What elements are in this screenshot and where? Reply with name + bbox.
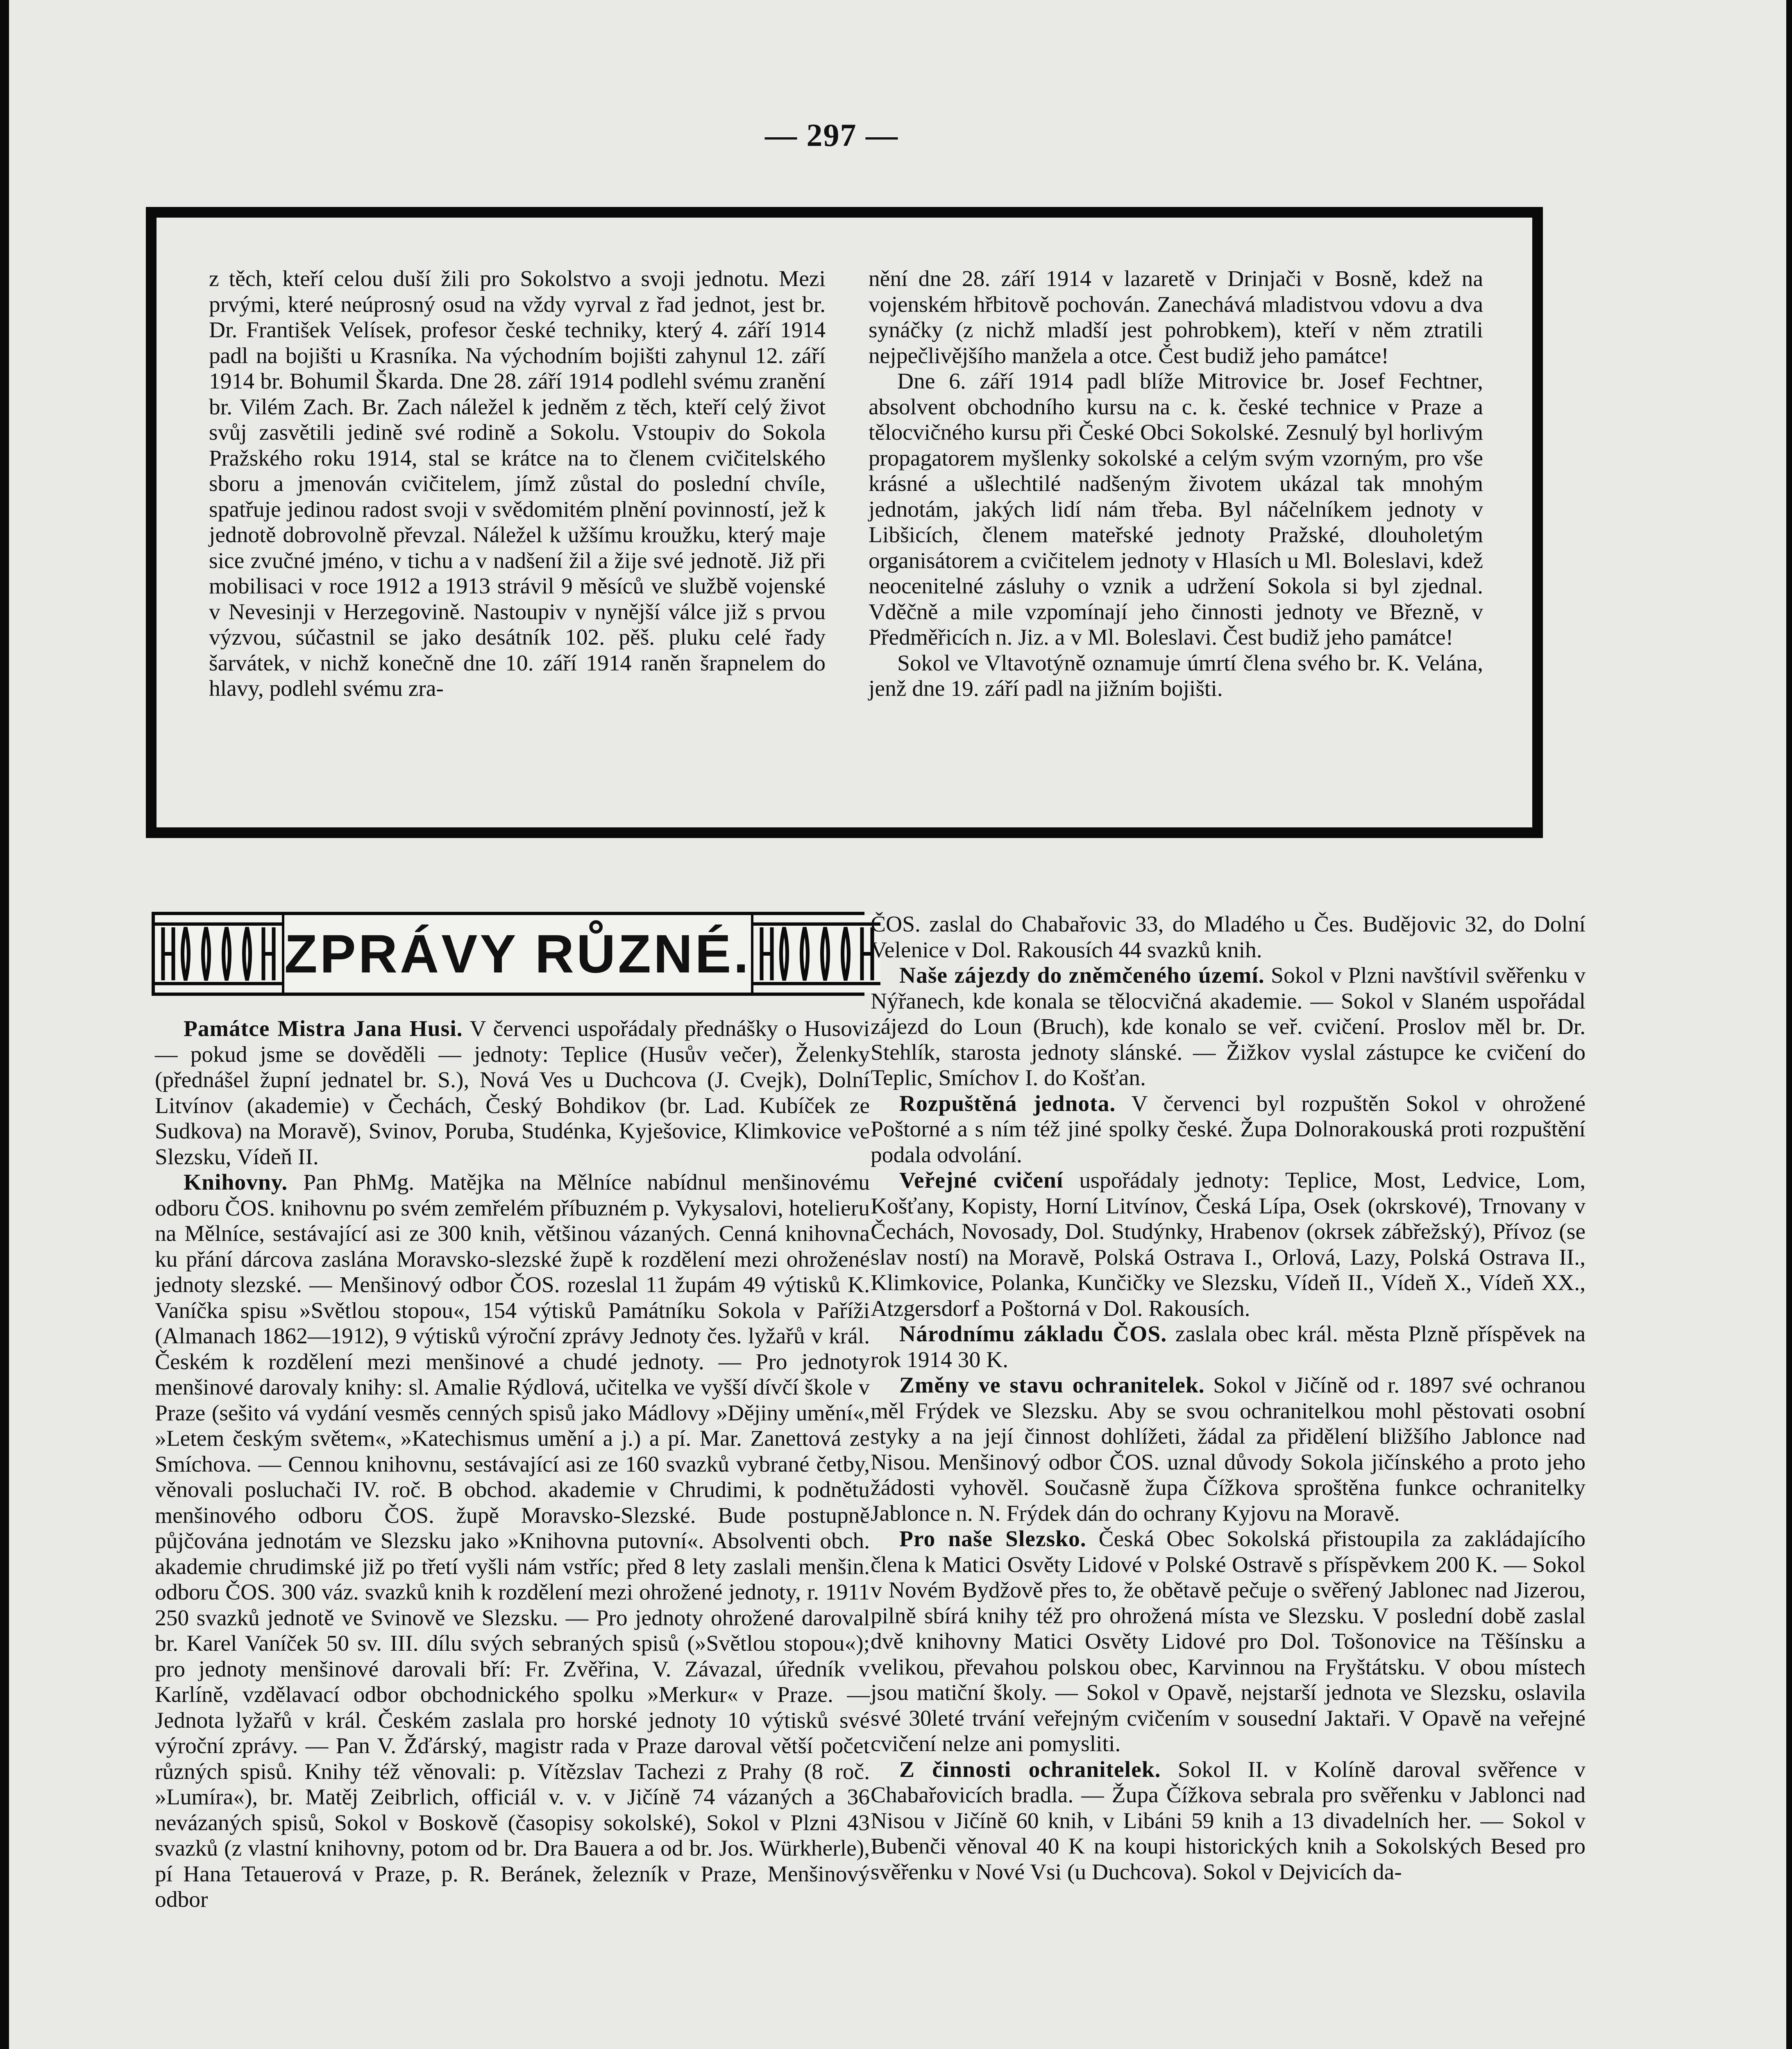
- news-item: [871, 1168, 1586, 1322]
- news-item: [871, 963, 1586, 1091]
- news-item-text: Sokol II. v Kolíně daroval svěřence v Chabařovicích bradla. — Župa Čížkova sebrala pro svěřenku v Jablonci nad Nisou v Jičíně 60 knih, v Libáni 59 knih a 13 divadelních her. — Sokol v Bubenči věnoval 40 K na koupi historických knih a Sokolských Besed pro svěřenku v Nové Vsi (u Duchcova). Sokol v Dejvicích da-: [871, 1757, 1586, 1885]
- news-item-text: Pan PhMg. Matějka na Mělníce nabídnul menšinovému odboru ČOS. knihovnu po svém zemřelém příbuzném p. Vykysalovi, hotelieru na Mělníce, sestávající asi ze 300 knih, většinou vázaných. Cenná knihovna ku přání dárcova zaslána Moravsko-slezské župě k rozdělení mezi ohrožené jednoty slezské. — Menšinový odbor ČOS. rozeslal 11 župám 49 výtisků K. Vaníčka spisu »Světlou stopou«, 154 výtisků Památníku Sokola v Paříži (Almanach 1862—1912), 9 výtisků výroční zprávy Jednoty čes. lyžařů v král. Českém k rozdělení mezi menšinové a chudé jednoty. — Pro jednoty menšinové darovaly knihy: sl. Amalie Rýdlová, učitelka ve vyšší dívčí škole v Praze (sešito vá vydání vesměs cenných spisů jako Mádlovy »Dějiny umění«, »Letem českým světem«, »Katechismus umění a j.) a pí. Mar. Zanettová ze Smíchova. — Cennou knihovnu, sestávající asi ze 160 svazků vybrané četby, věnovali posluchači IV. roč. B obchod. akademie v Chrudimi, k podnětu menšinového odboru ČOS. župě Moravsko-Slezské. Bude postupně půjčována jednotám ve Slezsku jako »Knihovna putovní«. Absolventi obch. akademie chrudimské již po třetí vyšli nám vstříc; před 8 lety zaslali menšin. odboru ČOS. 300 váz. svazků knih k rozdělení mezi ohrožené jednoty, r. 1911 250 svazků jednotě ve Svinově ve Slezsku. — Pro jednoty ohrožené daroval br. Karel Vaníček 50 sv. III. dílu svých sebraných spisů (»Světlou stopou«); pro jednoty menšinové darovali bří: Fr. Zvěřina, V. Závazal, úředník v Karlíně, vzdělavací odbor obchodnického spolku »Merkur« v Praze. — Jednota lyžařů v král. Českém zaslala pro horské jednoty 10 výtisků své výroční zprávy. — Pan V. Žďárský, magistr rada v Praze daroval větší počet různých spisů. Knihy též věnovali: p. Vítězslav Tachezi z Prahy (8 roč. »Lumíra«), br. Matěj Zeibrlich, officiál v. v. v Jičíně 74 vázaných a 36 nevázaných spisů, Sokol v Boskově (časopisy sokolské), Sokol v Plzni 43 svazků (z vlastní knihovny, potom od br. Dra Bauera a od br. Jos. Würkherle), pí Hana Tetauerová v Praze, p. R. Beránek, železník v Praze, Menšinový odbor: [155, 1170, 870, 1912]
- news-item: [871, 912, 1586, 963]
- news-item: [871, 1527, 1586, 1757]
- news-item-text: Sokol v Plzni navštívil svěřenku v Nýřanech, kde konala se tělocvičná akademie. — Sokol v Slaném uspořádal zájezd do Loun (Bruch), kde konalo se veř. cvičení. Proslov měl br. Dr. Stehlík, starosta jednoty slánské. — Žižkov vyslal zástupce ke cvičení do Teplic, Smíchov I. do Košťan.: [871, 963, 1586, 1090]
- obituary-right-column: [869, 266, 1483, 702]
- ornament-right-icon: [751, 915, 880, 993]
- news-left-column: [155, 1016, 870, 1913]
- obituary-paragraph: nění dne 28. září 1914 v lazaretě v Drinjači v Bosně, kdež na vojenském hřbitově pochován. Zanechává mladistvou vdovu a dva synáčky (z nichž mladší jest pohrobkem), kteří v něm ztratili nejpečlivějšího manžela a otce. Čest budiž jeho památce!: [869, 266, 1483, 368]
- news-item: [871, 1757, 1586, 1885]
- section-heading-banner: [152, 912, 864, 996]
- ornament-left-icon: [155, 915, 284, 993]
- news-item-text: V červenci byl rozpuštěn Sokol v ohrožené Poštorné a s ním též jiné spolky české. Župa Dolnorakouská proti rozpuštění podala odvolání.: [871, 1091, 1586, 1168]
- news-right-column: [871, 912, 1586, 1885]
- news-item-text: zaslala obec král. města Plzně příspěvek na rok 1914 30 K.: [871, 1322, 1586, 1372]
- news-item-text: ČOS. zaslal do Chabařovic 33, do Mladého u Čes. Budějovic 32, do Dolní Velenice v Dol. Rakousích 44 svazků knih.: [871, 912, 1586, 963]
- obituary-paragraph: Dne 6. září 1914 padl blíže Mitrovice br. Josef Fechtner, absolvent obchodního kursu na c. k. české technice v Praze a tělocvičného kursu při České Obci Sokolské. Zesnulý byl horlivým propagatorem myšlenky sokolské a celým svým vzorným, pro vše krásné a ušlechtilé nadšeným životem ukázal tak mnohým jednotám, jakých lidí nám třeba. Byl náčelníkem jednoty v Libšicích, členem mateřské jednoty Pražské, dlouholetým organisátorem a cvičitelem jednoty v Hlasích u Ml. Boleslavi, kdež neocenitelné zásluhy o vznik a udržení Sokola si byl zjednal. Vděčně a mile vzpomínají jeho činnosti jednoty ve Březně, v Předměřicích n. Jiz. a v Ml. Boleslavi. Čest budiž jeho památce!: [869, 369, 1483, 650]
- news-item-lead: Národnímu základu ČOS.: [899, 1322, 1167, 1347]
- news-item-lead: Změny ve stavu ochranitelek.: [899, 1373, 1205, 1398]
- news-item-lead: Naše zájezdy do zněmčeného území.: [899, 963, 1265, 988]
- news-item-lead: Veřejné cvičení: [899, 1168, 1064, 1193]
- news-item: [871, 1091, 1586, 1168]
- news-item-text: uspořádaly jednoty: Teplice, Most, Ledvice, Lom, Košťany, Kopisty, Horní Litvínov, Česká Lípa, Osek (okrskové), Trnovany v Čechách, Novosady, Dol. Studýnky, Hrabenov (okrsek zábřežský), Přívoz (se slav ností) na Moravě, Polská Ostrava I., Orlová, Lazy, Polská Ostrava II., Klimkovice, Polanka, Kunčičky ve Slezsku, Vídeň II., Vídeň X., Vídeň XX., Atzgersdorf a Poštorná v Dol. Rakousích.: [871, 1168, 1586, 1321]
- section-title: ZPRÁVY RŮZNÉ.: [284, 924, 751, 984]
- news-item-lead: Rozpuštěná jednota.: [899, 1091, 1116, 1116]
- news-item-lead: Pro naše Slezsko.: [899, 1527, 1087, 1552]
- news-item: [155, 1016, 870, 1170]
- news-item-text: Sokol v Jičíně od r. 1897 své ochranou měl Frýdek ve Slezsku. Aby se svou ochranitelkou mohl pěstovati osobní styky a na její činnost dohlížeti, žádal za přidělení bližšího Jablonce nad Nisou. Menšinový odbor ČOS. uznal důvody Sokola jičínského a proto jeho žádosti vyhověl. Současně župa Čížkova sproštěna funkce ochranitelky Jablonce n. N. Frýdek dán do ochrany Kyjovu na Moravě.: [871, 1373, 1586, 1526]
- obituary-paragraph: Sokol ve Vltavotýně oznamuje úmrtí člena svého br. K. Velána, jenž dne 19. září padl na jižním bojišti.: [869, 650, 1483, 701]
- news-item-lead: Z činnosti ochranitelek.: [899, 1757, 1161, 1782]
- news-item: [871, 1373, 1586, 1527]
- page-number: — 297 —: [765, 117, 898, 153]
- news-item-lead: Knihovny.: [184, 1170, 288, 1195]
- news-item-text: Česká Obec Sokolská přistoupila za zakládajícího člena k Matici Osvěty Lidové v Polské Ostravě s příspěvkem 200 K. — Sokol v Novém Bydžově přes to, že obětavě pečuje o svěřený Jablonec nad Jizerou, pilně sbírá knihy též pro ohrožená místa ve Slezsku. V poslední době zaslal dvě knihovny Matici Osvěty Lidové pro Dol. Tošonovice na Těšínsku a velikou, převahou polskou obec, Karvinnou na Fryštátsku. V obou místech jsou matiční školy. — Sokol v Opavě, nejstarší jednota ve Slezsku, oslavila své 30leté trvání veřejným cvičením v sousední Jaktaři. V Opavě na veřejné cvičení nelze ani pomysliti.: [871, 1527, 1586, 1756]
- news-item-text: V červenci uspořádaly přednášky o Husovi — pokud jsme se dověděli — jednoty: Teplice (Husův večer), Želenky (přednášel župní jednatel br. S.), Nová Ves u Duchcova (J. Cvejk), Dolní Litvínov (akademie) v Čechách, Český Bohdikov (br. Lad. Kubíček ze Sudkova) na Moravě), Svinov, Poruba, Studénka, Kyješovice, Klimkovice ve Slezsku, Vídeň II.: [155, 1016, 870, 1170]
- news-item: [871, 1322, 1586, 1373]
- obituary-left-column: [209, 266, 826, 702]
- news-item: [155, 1170, 870, 1913]
- news-item-lead: Památce Mistra Jana Husi.: [184, 1016, 463, 1041]
- obituary-paragraph: z těch, kteří celou duší žili pro Sokolstvo a svoji jednotu. Mezi prvými, které neúprosný osud na vždy vyrval z řad jednot, jest br. Dr. František Velísek, profesor české techniky, který 4. září 1914 padl na bojišti u Krasníka. Na východním bojišti zahynul 12. září 1914 br. Bohumil Škarda. Dne 28. září 1914 podlehl svému zranění br. Vilém Zach. Br. Zach náležel k jedněm z těch, kteří celý život svůj zasvětili jedině své rodině a Sokolu. Vstoupiv do Sokola Pražského roku 1914, stal se krátce na to členem cvičitelského sboru a jmenován cvičitelem, jímž zůstal do poslední chvíle, spatřuje jedinou radost svoji v svědomitém plnění povinností, jež k jednotě dobrovolně převzal. Náležel k užšímu kroužku, který maje sice zvučné jméno, v tichu a v nadšení žil a žije své jednotě. Již při mobilisaci v roce 1912 a 1913 strávil 9 měsíců ve službě vojenské v Nevesinji v Herzegovině. Nastoupiv v nynější válce již s prvou výzvou, súčastnil se jako desátník 102. pěš. pluku celé řady šarvátek, v nichž konečně dne 10. září 1914 raněn šrapnelem do hlavy, podlehl svému zra-: [209, 266, 826, 701]
